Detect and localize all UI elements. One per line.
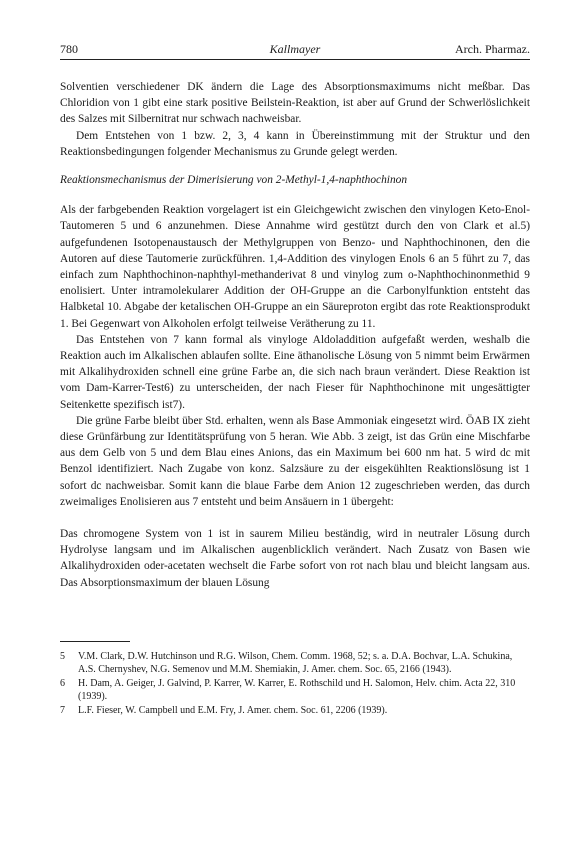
footnote-rule: [60, 641, 130, 642]
paragraph: Das chromogene System von 1 ist in saurem Milieu beständig, wird in neutraler Lösung durch Hydrolyse langsam und im Alkalischen augenblicklich verändert. Nach Zusatz von Basen wie Alkalihydroxiden oder-acetaten wechselt die Farbe sofort von rot nach blau und bleicht langsam aus. Das Absorptionsmaximum der blauen Lösung: [60, 528, 530, 589]
footnote: [60, 650, 530, 676]
footnotes: [60, 641, 530, 718]
paragraph: Als der farbgebenden Reaktion vorgelagert ist ein Gleichgewicht zwischen den vinylogen Keto-Enol-Tautomeren 5 und 6 anzunehmen. Diese Annahme wird gestützt durch den von Clark et al.5) aufgefundenen Isotopenaustausch der Methylgruppen von Benzo- und Naphthochinonen, den die Autoren auf diese Tautomerie zurückführen. 1,4-Addition des vinylogen Enols 6 an 5 führt zu 7, das einfach zum Naphthochinon-naphthyl-methanderivat 8 und vinylog zum o-Naphthochinonmethid 9 enolisiert. Unter intramolekularer Addition der OH-Gruppe an die Carbonylfunktion entsteht das Halbketal 10. Abgabe der ketalischen OH-Gruppe an ein Säureproton ergibt das rote Reaktionsprodukt 1. Bei Gegenwart von Alkoholen erfolgt teilweise Verätherung zu 11.: [60, 204, 530, 330]
footnote-text: V.M. Clark, D.W. Hutchinson und R.G. Wilson, Chem. Comm. 1968, 52; s. a. D.A. Bochvar, L.A. Schukina, A.S. Chernyshev, N.G. Semenov und M.M. Shemiakin, J. Amer. chem. Soc. 65, 2166 (1943).: [78, 651, 513, 675]
header-rule: [60, 59, 530, 60]
page: [60, 40, 530, 591]
running-author: Kallmayer: [269, 42, 321, 56]
footnote-number: 5: [60, 651, 65, 662]
paragraph: Dem Entstehen von 1 bzw. 2, 3, 4 kann in Übereinstimmung mit der Struktur und den Reaktionsbedingungen folgender Mechanismus zu Grunde gelegt werden.: [60, 129, 530, 158]
journal-name: Arch. Pharmaz.: [455, 42, 530, 56]
page-number: 780: [60, 42, 78, 56]
footnote-text: H. Dam, A. Geiger, J. Galvind, P. Karrer, W. Karrer, E. Rothschild und H. Salomon, Helv. chim. Acta 22, 310 (1939).: [78, 678, 516, 702]
section-heading: Reaktionsmechanismus der Dimerisierung von 2-Methyl-1,4-naphthochinon: [60, 174, 408, 187]
footnote: [60, 704, 530, 717]
footnote-number: 6: [60, 678, 65, 689]
body-text: [60, 79, 530, 591]
footnote-number: 7: [60, 705, 65, 716]
paragraph: Solventien verschiedener DK ändern die Lage des Absorptionsmaximums nicht meßbar. Das Chloridion von 1 gibt eine stark positive Beilstein-Reaktion, ist aber auf Grund der Schwerlöslichkeit des Salzes mit Silbernitrat nur schwach nachweisbar.: [60, 81, 530, 126]
running-head: [60, 40, 530, 58]
paragraph: Das Entstehen von 7 kann formal als vinyloge Aldoladdition aufgefaßt werden, weshalb die Reaktion auch im Alkalischen ablaufen sollte. Eine äthanolische Lösung von 5 nimmt beim Erwärmen mit Alkalihydroxiden schnell eine grüne Farbe an, die sich nach braun verändert. Diese Reaktion ist vom Dam-Karrer-Test6) zu unterscheiden, der nach Fieser für Naphthochinone mit ungesättigter Seitenkette spezifisch ist7).: [60, 333, 530, 411]
paragraph: Die grüne Farbe bleibt über Std. erhalten, wenn als Base Ammoniak eingesetzt wird. ÖAB IX zieht diese Grünfärbung zur Identitätsprüfung von 5 heran. Wie Abb. 3 zeigt, ist das Grün eine Mischfarbe aus dem Gelb von 5 und dem Blau eines Anions, das ein Maximum bei 600 nm hat. 5 wird dc mit Benzol identifiziert. Nach Zugabe von konz. Salzsäure zu der eisgekühlten Reaktionslösung ist 1 sofort dc nachweisbar. Somit kann die blaue Farbe dem Anion 12 zugeschrieben werden, das durch zweimaliges Enolisieren aus 7 entsteht und beim Ansäuern in 1 übergeht:: [60, 414, 530, 508]
footnote-text: L.F. Fieser, W. Campbell und E.M. Fry, J. Amer. chem. Soc. 61, 2206 (1939).: [78, 705, 388, 716]
footnote: [60, 677, 530, 703]
